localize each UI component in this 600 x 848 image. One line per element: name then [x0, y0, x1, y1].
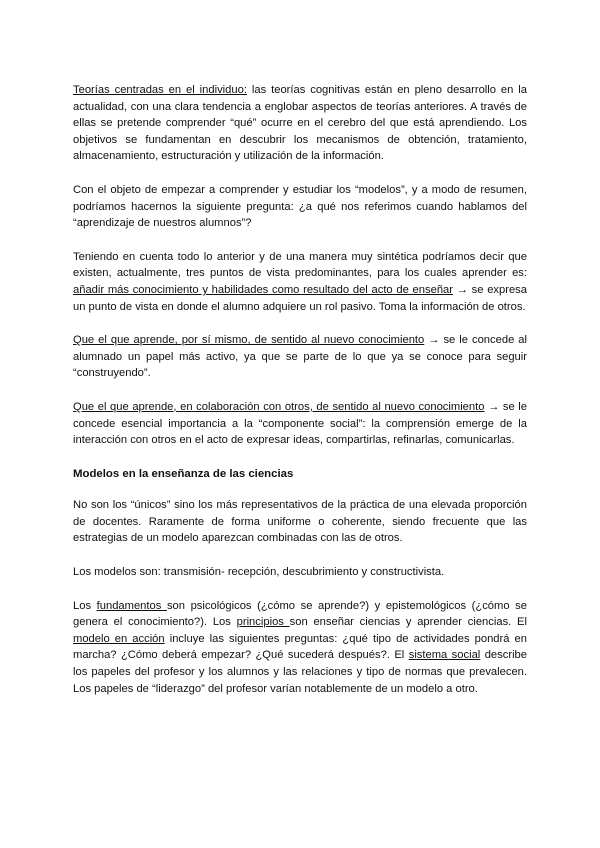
paragraph-text: → se le concede esencial importancia a la “componente social”: la comprensión emerge de la interacción con otros en el acto de expresar ideas, compartirlas, refinarlas, comunicarlas.	[73, 400, 527, 447]
paragraph-models-question: Con el objeto de empezar a comprender y estudiar los “modelos”, y a modo de resumen, podríamos hacernos la siguiente pregunta: ¿a qué nos referimos cuando hablamos del “aprendizaje de nuestros alumnos”?	[73, 183, 527, 230]
section-heading: Modelos en la enseñanza de las ciencias	[73, 467, 294, 480]
underlined-term: sistema social	[408, 649, 481, 662]
paragraph-text: son psicológicos (¿cómo se aprende?) y epistemológicos (¿cómo se genera el conocimiento?). Los	[73, 599, 527, 629]
paragraph-text: → se le concede al alumnado un papel más activo, ya que se parte de lo que ya se conoce para seguir “construyendo”.	[73, 334, 527, 380]
paragraph-model-components	[73, 598, 527, 698]
paragraph-individual-theories	[73, 82, 527, 165]
underlined-term: Que el que aprende, por sí mismo, de sentido al nuevo conocimiento	[73, 334, 425, 347]
paragraph-text: Los	[73, 599, 97, 612]
paragraph-text: describe los papeles del profesor y los alumnos y las relaciones y tipo de normas que prevalecen. Los papeles de “liderazgo” del profesor varían notablemente de un modelo a otro.	[73, 649, 528, 695]
paragraph-representative-models: No son los “únicos” sino los más representativos de la práctica de una elevada proporción de docentes. Raramente de forma uniforme o coherente, siendo frecuente que las estrategias de un modelo aparezcan combinadas con las de otros.	[73, 499, 527, 545]
paragraph-self-meaning	[73, 332, 527, 382]
paragraph-collaborative-meaning	[73, 399, 527, 449]
underlined-term: principios	[236, 616, 290, 629]
paragraph-text: → se expresa un punto de vista en donde el alumno adquiere un rol pasivo. Toma la información de otros.	[73, 283, 527, 313]
underlined-term: añadir más conocimiento y habilidades como resultado del acto de enseñar	[73, 283, 453, 296]
underlined-term: fundamentos	[96, 599, 167, 612]
underlined-term: Teorías centradas en el individuo:	[73, 84, 247, 96]
underlined-term: Que el que aprende, en colaboración con otros, de sentido al nuevo conocimiento	[73, 400, 485, 413]
paragraph-text: son enseñar ciencias y aprender ciencias. El	[289, 616, 527, 629]
underlined-term: modelo en acción	[73, 632, 165, 645]
paragraph-text: las teorías cognitivas están en pleno desarrollo en la actualidad, con una clara tendencia a englobar aspectos de teorías anteriores. A través de ellas se pretende comprender “qué” ocurre en el cerebro del que está aprendiendo. Los objetivos se fundamentan en descubrir los mecanismos de obtención, tratamiento, almacenamiento, estructuración y utilización de la información.	[73, 84, 528, 163]
paragraph-text: incluye las siguientes preguntas: ¿qué tipo de actividades pondrá en marcha? ¿Cómo deberá empezar? ¿Qué sucederá después?. El	[73, 632, 527, 662]
paragraph-learning-views	[73, 249, 527, 315]
paragraph-model-list: Los modelos son: transmisión- recepción, descubrimiento y constructivista.	[73, 566, 445, 579]
paragraph-text: Teniendo en cuenta todo lo anterior y de una manera muy sintética podríamos decir que existen, actualmente, tres puntos de vista predominantes, para los cuales aprender es:	[73, 250, 527, 280]
